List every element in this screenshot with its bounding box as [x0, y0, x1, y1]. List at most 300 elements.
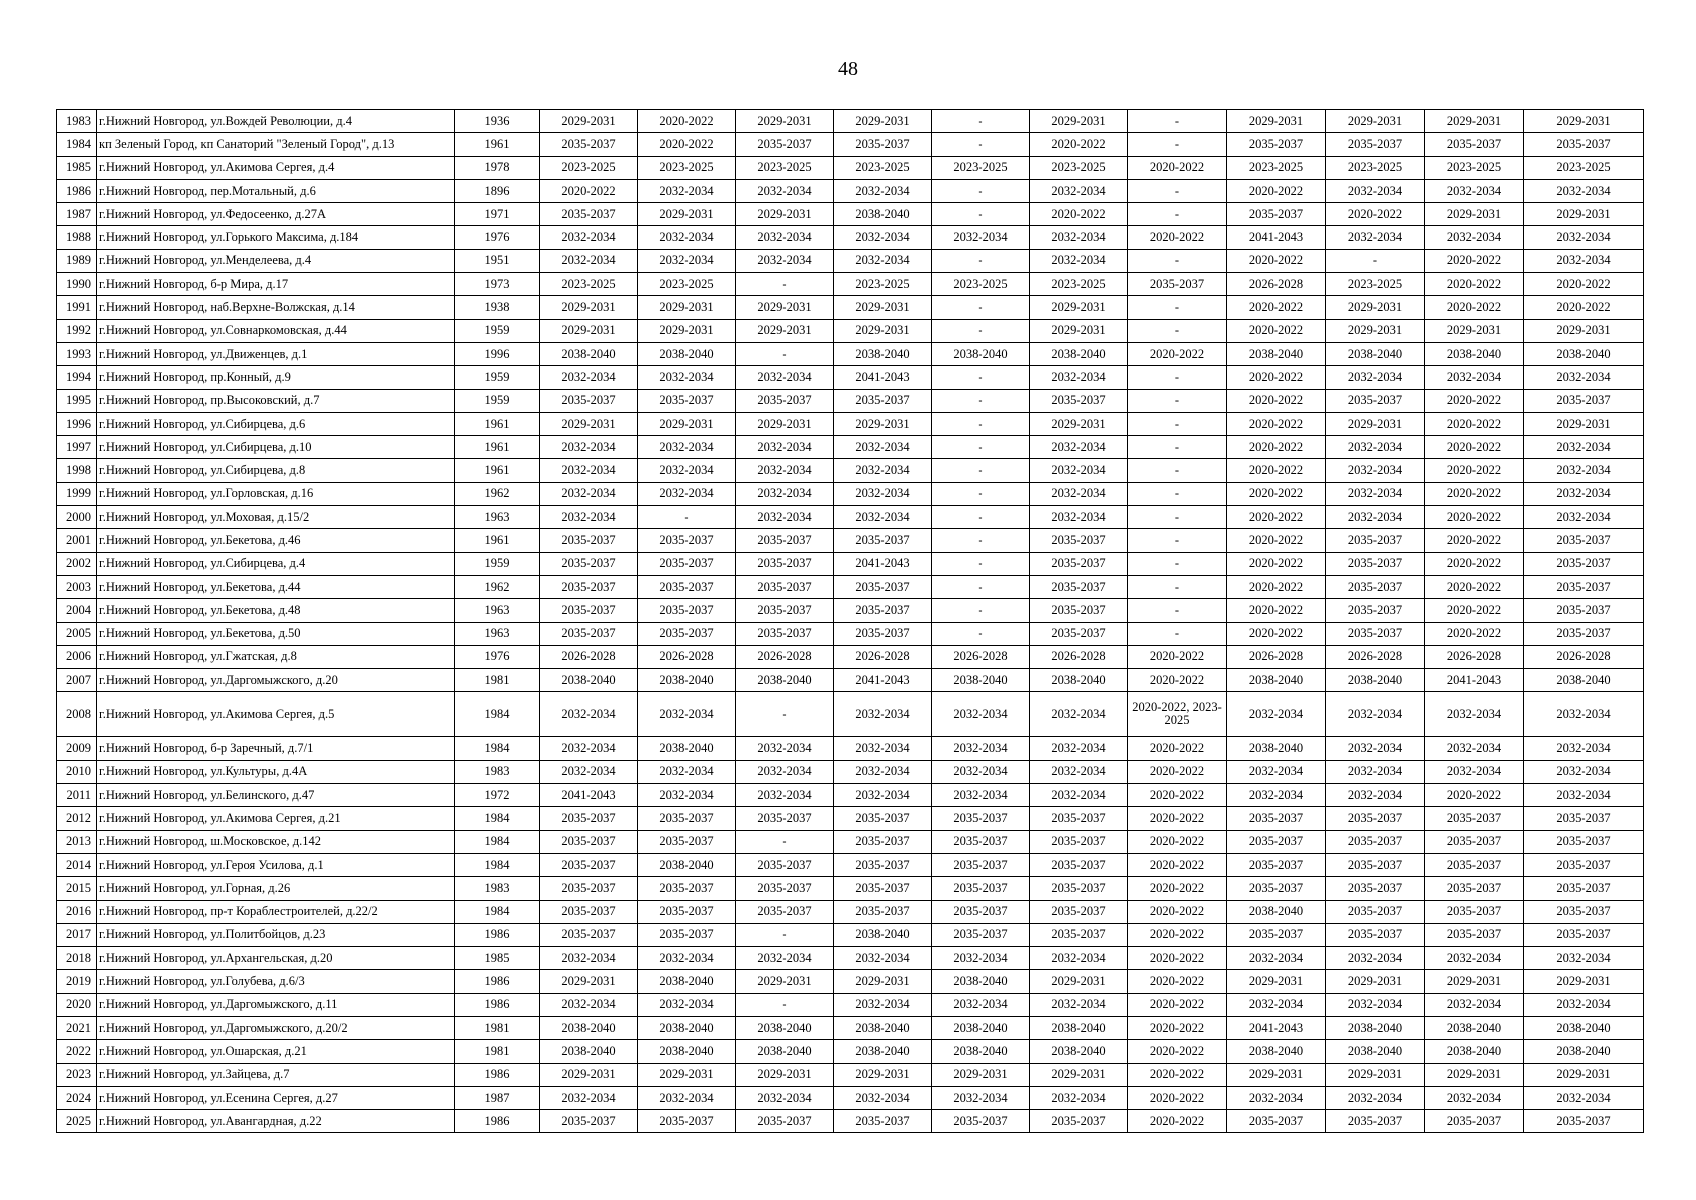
table-body	[57, 110, 1644, 1133]
period-cell: 2032-2034	[932, 993, 1030, 1016]
period-cell: 2032-2034	[1425, 760, 1524, 783]
period-cell: 2035-2037	[932, 1110, 1030, 1133]
build-year-cell: 1984	[455, 737, 540, 760]
row-number-cell: 2024	[57, 1086, 97, 1109]
period-cell: 2038-2040	[638, 970, 736, 993]
period-cell: 2035-2037	[638, 529, 736, 552]
table-row	[57, 923, 1644, 946]
period-cell: 2029-2031	[540, 970, 638, 993]
period-cell: 2038-2040	[932, 1040, 1030, 1063]
address-cell: г.Нижний Новгород, ул.Голубева, д.6/3	[97, 970, 455, 993]
period-cell: 2035-2037	[1326, 1110, 1425, 1133]
period-cell: 2023-2025	[540, 156, 638, 179]
period-cell: 2035-2037	[1326, 389, 1425, 412]
period-cell: 2032-2034	[638, 1086, 736, 1109]
period-cell: 2020-2022	[1128, 1063, 1227, 1086]
period-cell: 2035-2037	[834, 622, 932, 645]
period-cell: -	[1128, 506, 1227, 529]
period-cell: -	[736, 830, 834, 853]
period-cell: 2032-2034	[1425, 947, 1524, 970]
period-cell: 2032-2034	[540, 226, 638, 249]
period-cell: 2035-2037	[540, 877, 638, 900]
period-cell: 2023-2025	[834, 156, 932, 179]
build-year-cell: 1984	[455, 830, 540, 853]
period-cell: 2038-2040	[736, 669, 834, 692]
address-cell: г.Нижний Новгород, ул.Героя Усилова, д.1	[97, 853, 455, 876]
period-cell: 2035-2037	[834, 830, 932, 853]
period-cell: 2020-2022	[1128, 1110, 1227, 1133]
period-cell: 2020-2022	[1425, 273, 1524, 296]
period-cell: 2026-2028	[1227, 645, 1326, 668]
period-cell: 2035-2037	[1227, 923, 1326, 946]
row-number-cell: 1993	[57, 342, 97, 365]
build-year-cell: 1981	[455, 1040, 540, 1063]
period-cell: 2020-2022	[1030, 133, 1128, 156]
address-cell: г.Нижний Новгород, ул.Белинского, д.47	[97, 784, 455, 807]
period-cell: 2032-2034	[1030, 249, 1128, 272]
address-cell: г.Нижний Новгород, ул.Бекетова, д.46	[97, 529, 455, 552]
period-cell: 2020-2022	[1128, 1040, 1227, 1063]
period-cell: 2029-2031	[736, 203, 834, 226]
period-cell: 2029-2031	[1425, 1063, 1524, 1086]
period-cell: -	[932, 599, 1030, 622]
address-cell: г.Нижний Новгород, ул.Акимова Сергея, д.21	[97, 807, 455, 830]
build-year-cell: 1973	[455, 273, 540, 296]
period-cell: 2023-2025	[932, 156, 1030, 179]
address-cell: г.Нижний Новгород, ул.Вождей Революции, д.4	[97, 110, 455, 133]
period-cell: 2035-2037	[1425, 853, 1524, 876]
period-cell: 2035-2037	[1524, 923, 1644, 946]
period-cell: 2035-2037	[1524, 552, 1644, 575]
period-cell: 2026-2028	[1030, 645, 1128, 668]
period-cell: 2032-2034	[540, 249, 638, 272]
build-year-cell: 1959	[455, 319, 540, 342]
period-cell: 2032-2034	[1030, 947, 1128, 970]
period-cell: 2020-2022	[1425, 506, 1524, 529]
period-cell: 2029-2031	[1524, 319, 1644, 342]
period-cell: 2035-2037	[932, 923, 1030, 946]
period-cell: -	[932, 459, 1030, 482]
period-cell: -	[1128, 319, 1227, 342]
period-cell: -	[1128, 296, 1227, 319]
period-cell: 2038-2040	[540, 1016, 638, 1039]
period-cell: 2035-2037	[638, 807, 736, 830]
period-cell: 2035-2037	[1326, 877, 1425, 900]
period-cell: 2026-2028	[540, 645, 638, 668]
build-year-cell: 1976	[455, 645, 540, 668]
period-cell: 2020-2022	[1128, 760, 1227, 783]
period-cell: 2038-2040	[638, 737, 736, 760]
table-row	[57, 622, 1644, 645]
period-cell: 2032-2034	[540, 993, 638, 1016]
row-number-cell: 1999	[57, 482, 97, 505]
period-cell: 2029-2031	[834, 110, 932, 133]
period-cell: 2032-2034	[1425, 692, 1524, 737]
period-cell: -	[932, 552, 1030, 575]
period-cell: -	[1128, 599, 1227, 622]
period-cell: 2029-2031	[1227, 1063, 1326, 1086]
period-cell: 2029-2031	[1326, 110, 1425, 133]
period-cell: 2035-2037	[540, 599, 638, 622]
period-cell: 2032-2034	[540, 737, 638, 760]
period-cell: 2032-2034	[834, 506, 932, 529]
period-cell: 2035-2037	[932, 807, 1030, 830]
period-cell: 2020-2022	[1128, 737, 1227, 760]
table-row	[57, 552, 1644, 575]
period-cell: 2035-2037	[1326, 900, 1425, 923]
period-cell: 2032-2034	[1524, 506, 1644, 529]
build-year-cell: 1981	[455, 669, 540, 692]
period-cell: -	[932, 529, 1030, 552]
period-cell: 2032-2034	[1030, 506, 1128, 529]
period-cell: 2035-2037	[736, 575, 834, 598]
period-cell: 2020-2022	[638, 133, 736, 156]
row-number-cell: 2012	[57, 807, 97, 830]
period-cell: -	[932, 110, 1030, 133]
period-cell: 2020-2022	[1227, 552, 1326, 575]
build-year-cell: 1938	[455, 296, 540, 319]
period-cell: 2029-2031	[638, 412, 736, 435]
period-cell: 2029-2031	[736, 970, 834, 993]
period-cell: 2029-2031	[1425, 970, 1524, 993]
build-year-cell: 1963	[455, 622, 540, 645]
period-cell: 2029-2031	[1326, 296, 1425, 319]
period-cell: 2035-2037	[1030, 830, 1128, 853]
period-cell: 2032-2034	[638, 482, 736, 505]
period-cell: 2023-2025	[1227, 156, 1326, 179]
period-cell: 2035-2037	[1326, 599, 1425, 622]
period-cell: 2035-2037	[834, 133, 932, 156]
period-cell: 2035-2037	[540, 853, 638, 876]
period-cell: 2038-2040	[638, 853, 736, 876]
period-cell: -	[932, 133, 1030, 156]
period-cell: 2020-2022	[1425, 436, 1524, 459]
period-cell: 2032-2034	[1326, 993, 1425, 1016]
period-cell: 2035-2037	[1030, 1110, 1128, 1133]
period-cell: 2032-2034	[834, 482, 932, 505]
table-row	[57, 830, 1644, 853]
period-cell: 2035-2037	[834, 599, 932, 622]
period-cell: 2035-2037	[638, 575, 736, 598]
period-cell: 2035-2037	[1326, 575, 1425, 598]
period-cell: 2029-2031	[736, 1063, 834, 1086]
period-cell: 2032-2034	[1524, 947, 1644, 970]
period-cell: -	[1128, 110, 1227, 133]
period-cell: 2032-2034	[1030, 784, 1128, 807]
period-cell: 2035-2037	[932, 877, 1030, 900]
period-cell: 2035-2037	[834, 1110, 932, 1133]
period-cell: 2020-2022	[1425, 459, 1524, 482]
period-cell: 2020-2022	[1128, 669, 1227, 692]
period-cell: 2041-2043	[540, 784, 638, 807]
period-cell: 2020-2022	[1227, 529, 1326, 552]
period-cell: 2035-2037	[736, 529, 834, 552]
period-cell: 2020-2022	[1128, 226, 1227, 249]
address-cell: г.Нижний Новгород, ул.Акимова Сергея, д.5	[97, 692, 455, 737]
period-cell: 2032-2034	[736, 366, 834, 389]
address-cell: г.Нижний Новгород, ш.Московское, д.142	[97, 830, 455, 853]
period-cell: -	[1128, 133, 1227, 156]
period-cell: -	[1128, 389, 1227, 412]
period-cell: 2035-2037	[1227, 830, 1326, 853]
period-cell: 2035-2037	[540, 1110, 638, 1133]
period-cell: -	[1128, 552, 1227, 575]
period-cell: -	[932, 296, 1030, 319]
period-cell: 2032-2034	[540, 366, 638, 389]
address-cell: г.Нижний Новгород, ул.Даргомыжского, д.11	[97, 993, 455, 1016]
row-number-cell: 2004	[57, 599, 97, 622]
period-cell: 2038-2040	[932, 669, 1030, 692]
build-year-cell: 1986	[455, 993, 540, 1016]
period-cell: 2035-2037	[736, 133, 834, 156]
table-row	[57, 1063, 1644, 1086]
period-cell: 2023-2025	[540, 273, 638, 296]
table-row	[57, 203, 1644, 226]
period-cell: 2032-2034	[932, 737, 1030, 760]
period-cell: 2026-2028	[638, 645, 736, 668]
period-cell: 2035-2037	[1227, 203, 1326, 226]
period-cell: 2029-2031	[736, 319, 834, 342]
period-cell: 2032-2034	[932, 226, 1030, 249]
period-cell: -	[932, 575, 1030, 598]
period-cell: 2035-2037	[1524, 529, 1644, 552]
period-cell: -	[932, 622, 1030, 645]
period-cell: 2035-2037	[1227, 807, 1326, 830]
period-cell: 2032-2034	[1425, 179, 1524, 202]
address-cell: г.Нижний Новгород, ул.Сибирцева, д.6	[97, 412, 455, 435]
period-cell: 2029-2031	[736, 296, 834, 319]
period-cell: 2029-2031	[1227, 110, 1326, 133]
row-number-cell: 1988	[57, 226, 97, 249]
period-cell: 2035-2037	[638, 622, 736, 645]
period-cell: 2035-2037	[638, 923, 736, 946]
period-cell: -	[1128, 203, 1227, 226]
period-cell: 2032-2034	[1227, 993, 1326, 1016]
build-year-cell: 1986	[455, 970, 540, 993]
period-cell: 2038-2040	[736, 1016, 834, 1039]
period-cell: 2035-2037	[1030, 529, 1128, 552]
period-cell: 2038-2040	[638, 342, 736, 365]
build-year-cell: 1959	[455, 552, 540, 575]
table-row	[57, 226, 1644, 249]
period-cell: 2020-2022	[1227, 389, 1326, 412]
period-cell: 2035-2037	[834, 575, 932, 598]
table-row	[57, 319, 1644, 342]
period-cell: 2035-2037	[1524, 877, 1644, 900]
build-year-cell: 1961	[455, 133, 540, 156]
period-cell: 2035-2037	[1030, 853, 1128, 876]
row-number-cell: 1985	[57, 156, 97, 179]
period-cell: 2032-2034	[1524, 226, 1644, 249]
build-year-cell: 1963	[455, 599, 540, 622]
period-cell: -	[1128, 412, 1227, 435]
period-cell: 2035-2037	[1326, 552, 1425, 575]
row-number-cell: 2005	[57, 622, 97, 645]
period-cell: 2020-2022	[1326, 203, 1425, 226]
period-cell: 2032-2034	[638, 249, 736, 272]
period-cell: 2020-2022	[1227, 575, 1326, 598]
period-cell: 2038-2040	[1425, 342, 1524, 365]
period-cell: 2032-2034	[736, 226, 834, 249]
address-cell: г.Нижний Новгород, ул.Политбойцов, д.23	[97, 923, 455, 946]
period-cell: 2032-2034	[1524, 692, 1644, 737]
period-cell: 2029-2031	[834, 319, 932, 342]
build-year-cell: 1962	[455, 575, 540, 598]
period-cell: 2020-2022	[1128, 970, 1227, 993]
period-cell: 2038-2040	[1030, 669, 1128, 692]
row-number-cell: 2019	[57, 970, 97, 993]
period-cell: 2035-2037	[1425, 830, 1524, 853]
build-year-cell: 1986	[455, 1110, 540, 1133]
period-cell: 2038-2040	[1227, 900, 1326, 923]
address-cell: г.Нижний Новгород, ул.Менделеева, д.4	[97, 249, 455, 272]
period-cell: 2032-2034	[834, 179, 932, 202]
period-cell: 2029-2031	[834, 412, 932, 435]
table-row	[57, 529, 1644, 552]
period-cell: 2023-2025	[834, 273, 932, 296]
period-cell: 2020-2022	[1524, 273, 1644, 296]
table-row	[57, 366, 1644, 389]
period-cell: 2023-2025	[932, 273, 1030, 296]
period-cell: 2029-2031	[932, 1063, 1030, 1086]
build-year-cell: 1986	[455, 1063, 540, 1086]
address-cell: г.Нижний Новгород, ул.Движенцев, д.1	[97, 342, 455, 365]
period-cell: 2026-2028	[834, 645, 932, 668]
period-cell: 2035-2037	[1030, 599, 1128, 622]
address-cell: г.Нижний Новгород, ул.Даргомыжского, д.20	[97, 669, 455, 692]
period-cell: 2038-2040	[1030, 1016, 1128, 1039]
build-year-cell: 1971	[455, 203, 540, 226]
row-number-cell: 2007	[57, 669, 97, 692]
address-cell: г.Нижний Новгород, ул.Бекетова, д.50	[97, 622, 455, 645]
period-cell: -	[932, 319, 1030, 342]
row-number-cell: 1983	[57, 110, 97, 133]
row-number-cell: 2022	[57, 1040, 97, 1063]
address-cell: г.Нижний Новгород, ул.Сибирцева, д.10	[97, 436, 455, 459]
period-cell: 2029-2031	[1030, 412, 1128, 435]
period-cell: 2032-2034	[834, 947, 932, 970]
period-cell: 2035-2037	[540, 807, 638, 830]
period-cell: 2035-2037	[1425, 877, 1524, 900]
address-cell: г.Нижний Новгород, ул.Бекетова, д.48	[97, 599, 455, 622]
period-cell: 2020-2022	[1128, 923, 1227, 946]
period-cell: 2035-2037	[1524, 830, 1644, 853]
address-cell: г.Нижний Новгород, ул.Зайцева, д.7	[97, 1063, 455, 1086]
period-cell: 2038-2040	[1227, 1040, 1326, 1063]
address-cell: кп Зеленый Город, кп Санаторий "Зеленый Город", д.13	[97, 133, 455, 156]
period-cell: 2038-2040	[540, 669, 638, 692]
period-cell: 2020-2022	[1425, 599, 1524, 622]
period-cell: 2029-2031	[1030, 970, 1128, 993]
period-cell: 2032-2034	[736, 737, 834, 760]
period-cell: 2038-2040	[1326, 1016, 1425, 1039]
period-cell: 2032-2034	[1524, 436, 1644, 459]
period-cell: 2035-2037	[1326, 133, 1425, 156]
build-year-cell: 1962	[455, 482, 540, 505]
period-cell: 2035-2037	[540, 133, 638, 156]
period-cell: 2035-2037	[638, 830, 736, 853]
period-cell: 2020-2022	[1128, 900, 1227, 923]
period-cell: 2035-2037	[1425, 923, 1524, 946]
build-year-cell: 1978	[455, 156, 540, 179]
period-cell: 2020-2022	[1227, 412, 1326, 435]
period-cell: 2029-2031	[1227, 970, 1326, 993]
period-cell: 2035-2037	[736, 807, 834, 830]
period-cell: 2029-2031	[1524, 203, 1644, 226]
period-cell: 2032-2034	[736, 436, 834, 459]
period-cell: 2032-2034	[638, 993, 736, 1016]
period-cell: 2032-2034	[638, 366, 736, 389]
address-cell: г.Нижний Новгород, ул.Федосеенко, д.27А	[97, 203, 455, 226]
period-cell: 2032-2034	[638, 784, 736, 807]
build-year-cell: 1984	[455, 807, 540, 830]
period-cell: 2032-2034	[1326, 737, 1425, 760]
period-cell: 2035-2037	[1524, 807, 1644, 830]
address-cell: г.Нижний Новгород, пр.Конный, д.9	[97, 366, 455, 389]
period-cell: 2038-2040	[932, 342, 1030, 365]
table-row	[57, 482, 1644, 505]
period-cell: 2032-2034	[1524, 366, 1644, 389]
table-row	[57, 575, 1644, 598]
row-number-cell: 2025	[57, 1110, 97, 1133]
period-cell: 2032-2034	[1524, 1086, 1644, 1109]
period-cell: 2020-2022	[1227, 249, 1326, 272]
period-cell: 2035-2037	[834, 389, 932, 412]
address-cell: г.Нижний Новгород, пер.Мотальный, д.6	[97, 179, 455, 202]
period-cell: 2035-2037	[1524, 575, 1644, 598]
period-cell: 2020-2022	[1128, 947, 1227, 970]
period-cell: 2029-2031	[1326, 412, 1425, 435]
table-row	[57, 389, 1644, 412]
period-cell: -	[932, 389, 1030, 412]
period-cell: 2035-2037	[540, 923, 638, 946]
period-cell: 2038-2040	[1227, 342, 1326, 365]
row-number-cell: 2008	[57, 692, 97, 737]
period-cell: 2041-2043	[834, 366, 932, 389]
period-cell: 2032-2034	[1030, 482, 1128, 505]
housing-repair-table	[56, 109, 1644, 1133]
table-row	[57, 784, 1644, 807]
period-cell: 2032-2034	[1326, 760, 1425, 783]
period-cell: 2032-2034	[834, 249, 932, 272]
period-cell: 2029-2031	[736, 110, 834, 133]
period-cell: 2029-2031	[1524, 412, 1644, 435]
row-number-cell: 1992	[57, 319, 97, 342]
period-cell: 2020-2022	[1425, 529, 1524, 552]
period-cell: 2038-2040	[1524, 1040, 1644, 1063]
period-cell: 2020-2022	[1128, 645, 1227, 668]
period-cell: 2032-2034	[834, 436, 932, 459]
period-cell: 2035-2037	[638, 599, 736, 622]
period-cell: 2032-2034	[1030, 179, 1128, 202]
period-cell: 2032-2034	[1326, 459, 1425, 482]
period-cell: 2020-2022	[1227, 459, 1326, 482]
period-cell: 2032-2034	[540, 506, 638, 529]
period-cell: 2035-2037	[1030, 552, 1128, 575]
table-row	[57, 436, 1644, 459]
period-cell: 2023-2025	[736, 156, 834, 179]
period-cell: 2035-2037	[736, 900, 834, 923]
table-row	[57, 853, 1644, 876]
period-cell: -	[932, 412, 1030, 435]
period-cell: 2035-2037	[540, 830, 638, 853]
period-cell: 2035-2037	[1425, 133, 1524, 156]
period-cell: 2032-2034	[540, 1086, 638, 1109]
period-cell: 2032-2034	[540, 482, 638, 505]
period-cell: -	[932, 179, 1030, 202]
period-cell: 2035-2037	[834, 807, 932, 830]
period-cell: 2032-2034	[1030, 459, 1128, 482]
